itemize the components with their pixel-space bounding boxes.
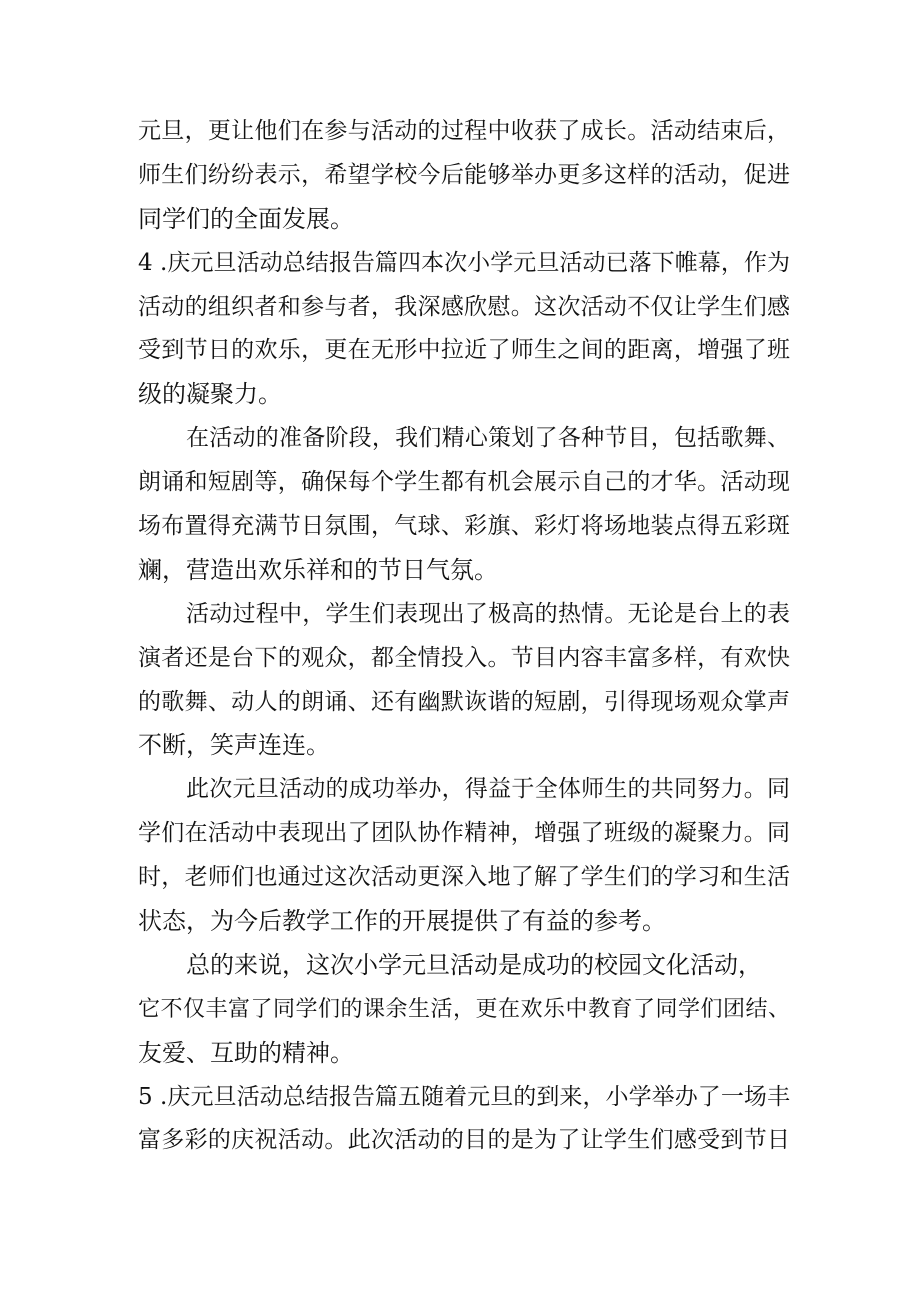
text-line-22: 友爱、互助的精神。	[138, 1038, 354, 1067]
text-line-5: 活动的组织者和参与者，我深感欣慰。这次活动不仅让学生们感	[138, 293, 790, 320]
text-line-10: 场布置得充满节日氛围，气球、彩旗、彩灯将场地装点得五彩斑	[138, 513, 790, 540]
text-line-9: 朗诵和短剧等，确保每个学生都有机会展示自己的才华。活动现	[138, 469, 790, 496]
text-line-18: 时，老师们也通过这次活动更深入地了解了学生们的学习和生活	[138, 864, 790, 891]
text-line-2: 师生们纷纷表示，希望学校今后能够举办更多这样的活动，促进	[138, 161, 790, 188]
text-line-13: 演者还是台下的观众，都全情投入。节目内容丰富多样，有欢快	[138, 644, 790, 671]
text-line-15: 不断，笑声连连。	[138, 731, 330, 760]
text-line-11: 斓，营造出欢乐祥和的节日气氛。	[138, 555, 498, 584]
text-line-19: 状态，为今后教学工作的开展提供了有益的参考。	[138, 907, 666, 936]
text-line-6: 受到节日的欢乐，更在无形中拉近了师生之间的距离，增强了班	[138, 337, 790, 364]
text-line-7: 级的凝聚力。	[138, 380, 282, 409]
document-body	[138, 110, 790, 1163]
text-line-14: 的歌舞、动人的朗诵、还有幽默诙谐的短剧，引得现场观众掌声	[138, 688, 790, 715]
text-line-4: 4 .庆元旦活动总结报告篇四本次小学元旦活动已落下帷幕，作为	[138, 249, 790, 276]
text-line-23: 5 .庆元旦活动总结报告篇五随着元旦的到来，小学举办了一场丰	[138, 1083, 790, 1110]
text-line-12: 活动过程中，学生们表现出了极高的热情。无论是台上的表	[186, 600, 790, 627]
text-line-1: 元旦，更让他们在参与活动的过程中收获了成长。活动结束后，	[138, 118, 790, 144]
text-line-21: 它不仅丰富了同学们的课余生活，更在欢乐中教育了同学们团结、	[138, 996, 790, 1022]
text-line-8: 在活动的准备阶段，我们精心策划了各种节目，包括歌舞、	[186, 425, 790, 452]
text-line-17: 学们在活动中表现出了团队协作精神，增强了班级的凝聚力。同	[138, 820, 790, 847]
text-line-24: 富多彩的庆祝活动。此次活动的目的是为了让学生们感受到节日	[138, 1127, 790, 1154]
text-line-16: 此次元旦活动的成功举办，得益于全体师生的共同努力。同	[186, 776, 790, 803]
text-line-20: 总的来说，这次小学元旦活动是成功的校园文化活动，	[186, 950, 762, 979]
text-line-3: 同学们的全面发展。	[138, 204, 354, 233]
